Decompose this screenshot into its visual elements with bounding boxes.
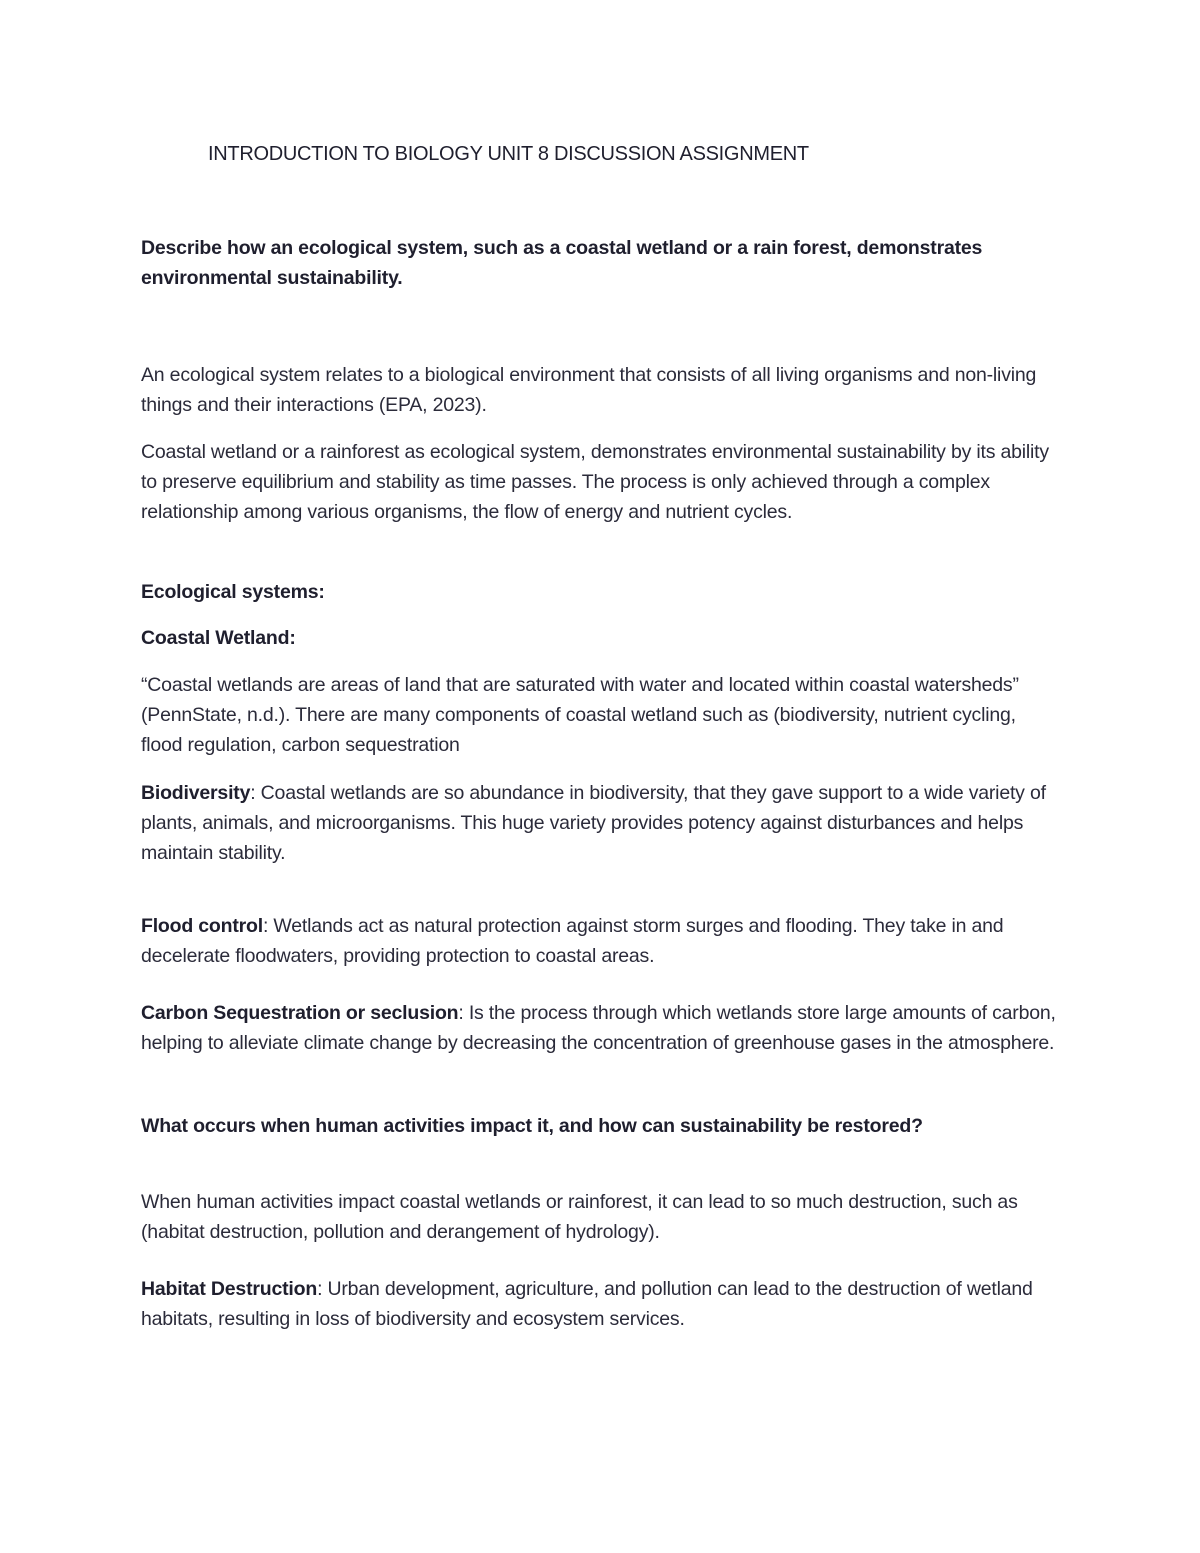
habitat-destruction-text: : Urban development, agriculture, and pollution can lead to the destruction of wetland habitats, resulting in loss of biodiversity and ecosystem services.: [141, 1278, 1033, 1330]
flood-control-paragraph: [141, 911, 1061, 971]
document-title: INTRODUCTION TO BIOLOGY UNIT 8 DISCUSSION ASSIGNMENT: [208, 143, 809, 165]
habitat-destruction-term: Habitat Destruction: [141, 1278, 318, 1300]
question-heading-2: What occurs when human activities impact it, and how can sustainability be restored?: [141, 1115, 923, 1137]
coastal-wetland-heading: Coastal Wetland:: [141, 627, 296, 649]
ecological-systems-heading: Ecological systems:: [141, 581, 325, 603]
carbon-sequestration-paragraph: [141, 998, 1061, 1058]
habitat-destruction-paragraph: [141, 1274, 1061, 1334]
carbon-sequestration-term: Carbon Sequestration or seclusion: [141, 1002, 459, 1024]
flood-control-text: : Wetlands act as natural protection against storm surges and flooding. They take in and decelerate floodwaters, providing protection to coastal areas.: [141, 915, 1004, 967]
biodiversity-text: : Coastal wetlands are so abundance in biodiversity, that they gave support to a wide variety of plants, animals, and microorganisms. This huge variety provides potency against disturbances and helps maintain stability.: [141, 782, 1046, 864]
human-impact-paragraph: When human activities impact coastal wetlands or rainforest, it can lead to so much destruction, such as (habitat destruction, pollution and derangement of hydrology).: [141, 1191, 1018, 1243]
flood-control-term: Flood control: [141, 915, 263, 937]
biodiversity-paragraph: [141, 778, 1061, 868]
sustainability-paragraph: Coastal wetland or a rainforest as ecological system, demonstrates environmental sustainability by its ability to preserve equilibrium and stability as time passes. The process is only achieved through a complex relationship among various organisms, the flow of energy and nutrient cycles.: [141, 441, 1049, 523]
coastal-wetland-paragraph: “Coastal wetlands are areas of land that are saturated with water and located within coastal watersheds” (PennState, n.d.). There are many components of coastal wetland such as (biodiversity, nutrient cycling, flood regulation, carbon sequestration: [141, 674, 1019, 756]
carbon-sequestration-text: : Is the process through which wetlands store large amounts of carbon, helping to alleviate climate change by decreasing the concentration of greenhouse gases in the atmosphere.: [141, 1002, 1056, 1054]
biodiversity-term: Biodiversity: [141, 782, 251, 804]
intro-paragraph: An ecological system relates to a biological environment that consists of all living organisms and non-living things and their interactions (EPA, 2023).: [141, 364, 1037, 416]
question-heading-1: Describe how an ecological system, such as a coastal wetland or a rain forest, demonstrates environmental sustainability.: [141, 237, 983, 289]
